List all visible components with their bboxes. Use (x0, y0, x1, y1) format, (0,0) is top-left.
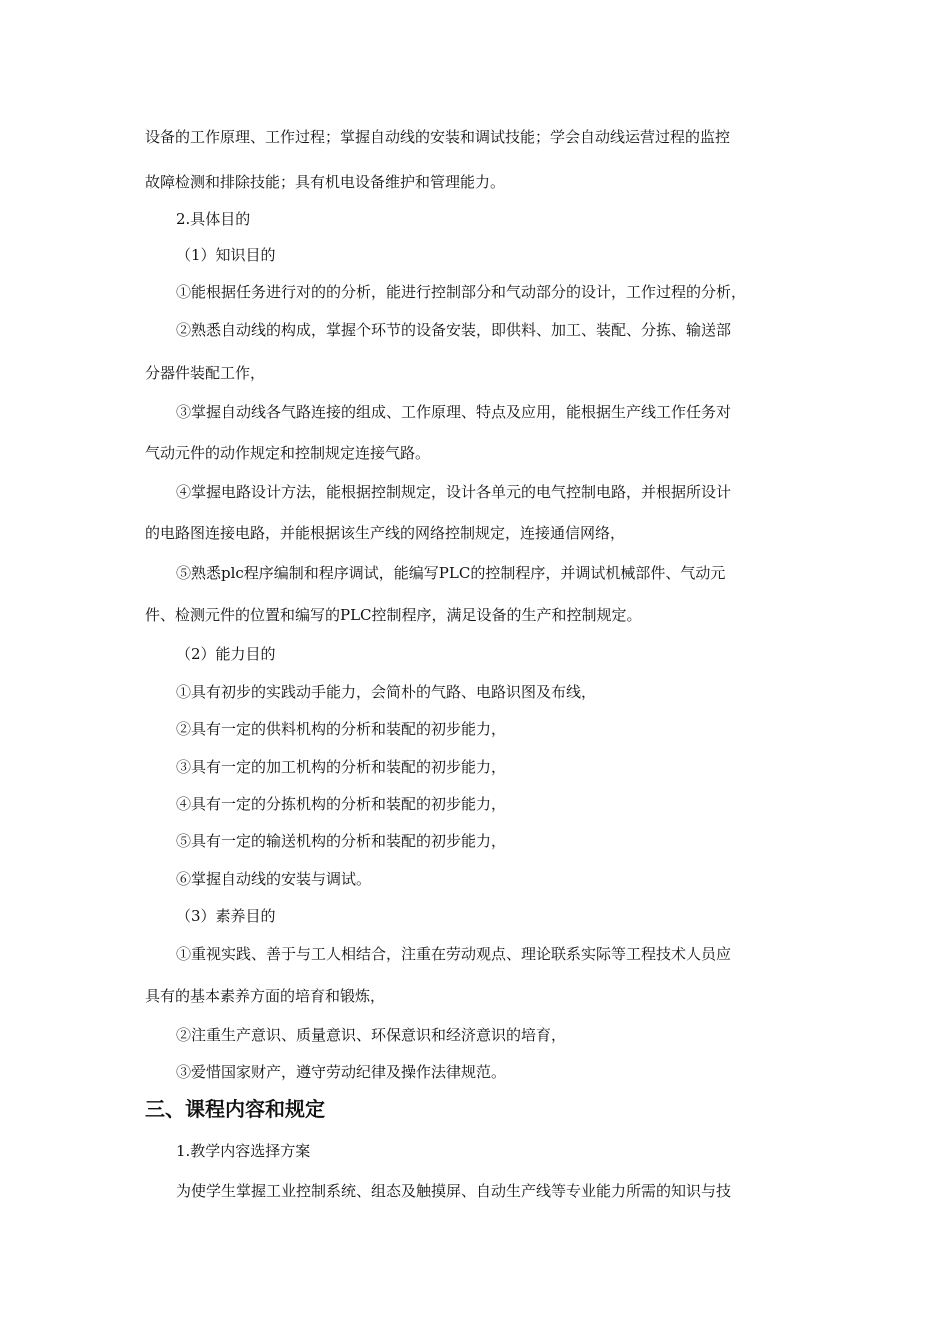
paragraph-line: 件、检测元件的位置和编写的PLC控制程序，满足设备的生产和控制规定。 (145, 606, 642, 624)
list-item: ①具有初步的实践动手能力，会简朴的气路、电路识图及布线， (176, 683, 597, 701)
paragraph-line: 具有的基本素养方面的培育和锻炼， (145, 987, 386, 1005)
paragraph-line: 分器件装配工作， (145, 364, 266, 382)
list-item: ①能根据任务进行对的的分析，能进行控制部分和气动部分的设计，工作过程的分析， (176, 283, 747, 301)
subsection-title: 2.具体目的 (176, 210, 251, 228)
list-item: ⑤熟悉plc程序编制和程序调试，能编写PLC的控制程序，并调试机械部件、气动元 (176, 564, 726, 582)
list-item: ③掌握自动线各气路连接的组成、工作原理、特点及应用，能根据生产线工作任务对 (176, 403, 732, 421)
list-item: ⑥掌握自动线的安装与调试。 (176, 870, 372, 888)
list-item: ②具有一定的供料机构的分析和装配的初步能力， (176, 720, 507, 738)
paragraph-line: 为使学生掌握工业控制系统、组态及触摸屏、自动生产线等专业能力所需的知识与技 (176, 1182, 732, 1200)
paragraph-line: 故障检测和排除技能；具有机电设备维护和管理能力。 (145, 173, 506, 191)
list-item: ③爱惜国家财产，遵守劳动纪律及操作法律规范。 (176, 1063, 507, 1081)
subsection-title: （3）素养目的 (176, 907, 276, 925)
subsection-title: （1）知识目的 (176, 246, 276, 264)
list-item: ④具有一定的分拣机构的分析和装配的初步能力， (176, 795, 507, 813)
list-item: ②注重生产意识、质量意识、环保意识和经济意识的培育， (176, 1026, 567, 1044)
list-item: ⑤具有一定的输送机构的分析和装配的初步能力， (176, 832, 507, 850)
paragraph-line: 气动元件的动作规定和控制规定连接气路。 (145, 444, 431, 462)
subsection-title: 1.教学内容选择方案 (176, 1142, 311, 1160)
section-heading: 三、课程内容和规定 (145, 1097, 325, 1121)
list-item: ①重视实践、善于与工人相结合，注重在劳动观点、理论联系实际等工程技术人员应 (176, 945, 732, 963)
list-item: ④掌握电路设计方法，能根据控制规定，设计各单元的电气控制电路，并根据所设计 (176, 483, 732, 501)
paragraph-line: 设备的工作原理、工作过程；掌握自动线的安装和调试技能；学会自动线运营过程的监控 (145, 128, 731, 146)
list-item: ③具有一定的加工机构的分析和装配的初步能力， (176, 758, 507, 776)
subsection-title: （2）能力目的 (176, 645, 276, 663)
paragraph-line: 的电路图连接电路，并能根据该生产线的网络控制规定，连接通信网络， (145, 524, 626, 542)
list-item: ②熟悉自动线的构成，掌握个环节的设备安装，即供料、加工、装配、分拣、输送部 (176, 321, 732, 339)
